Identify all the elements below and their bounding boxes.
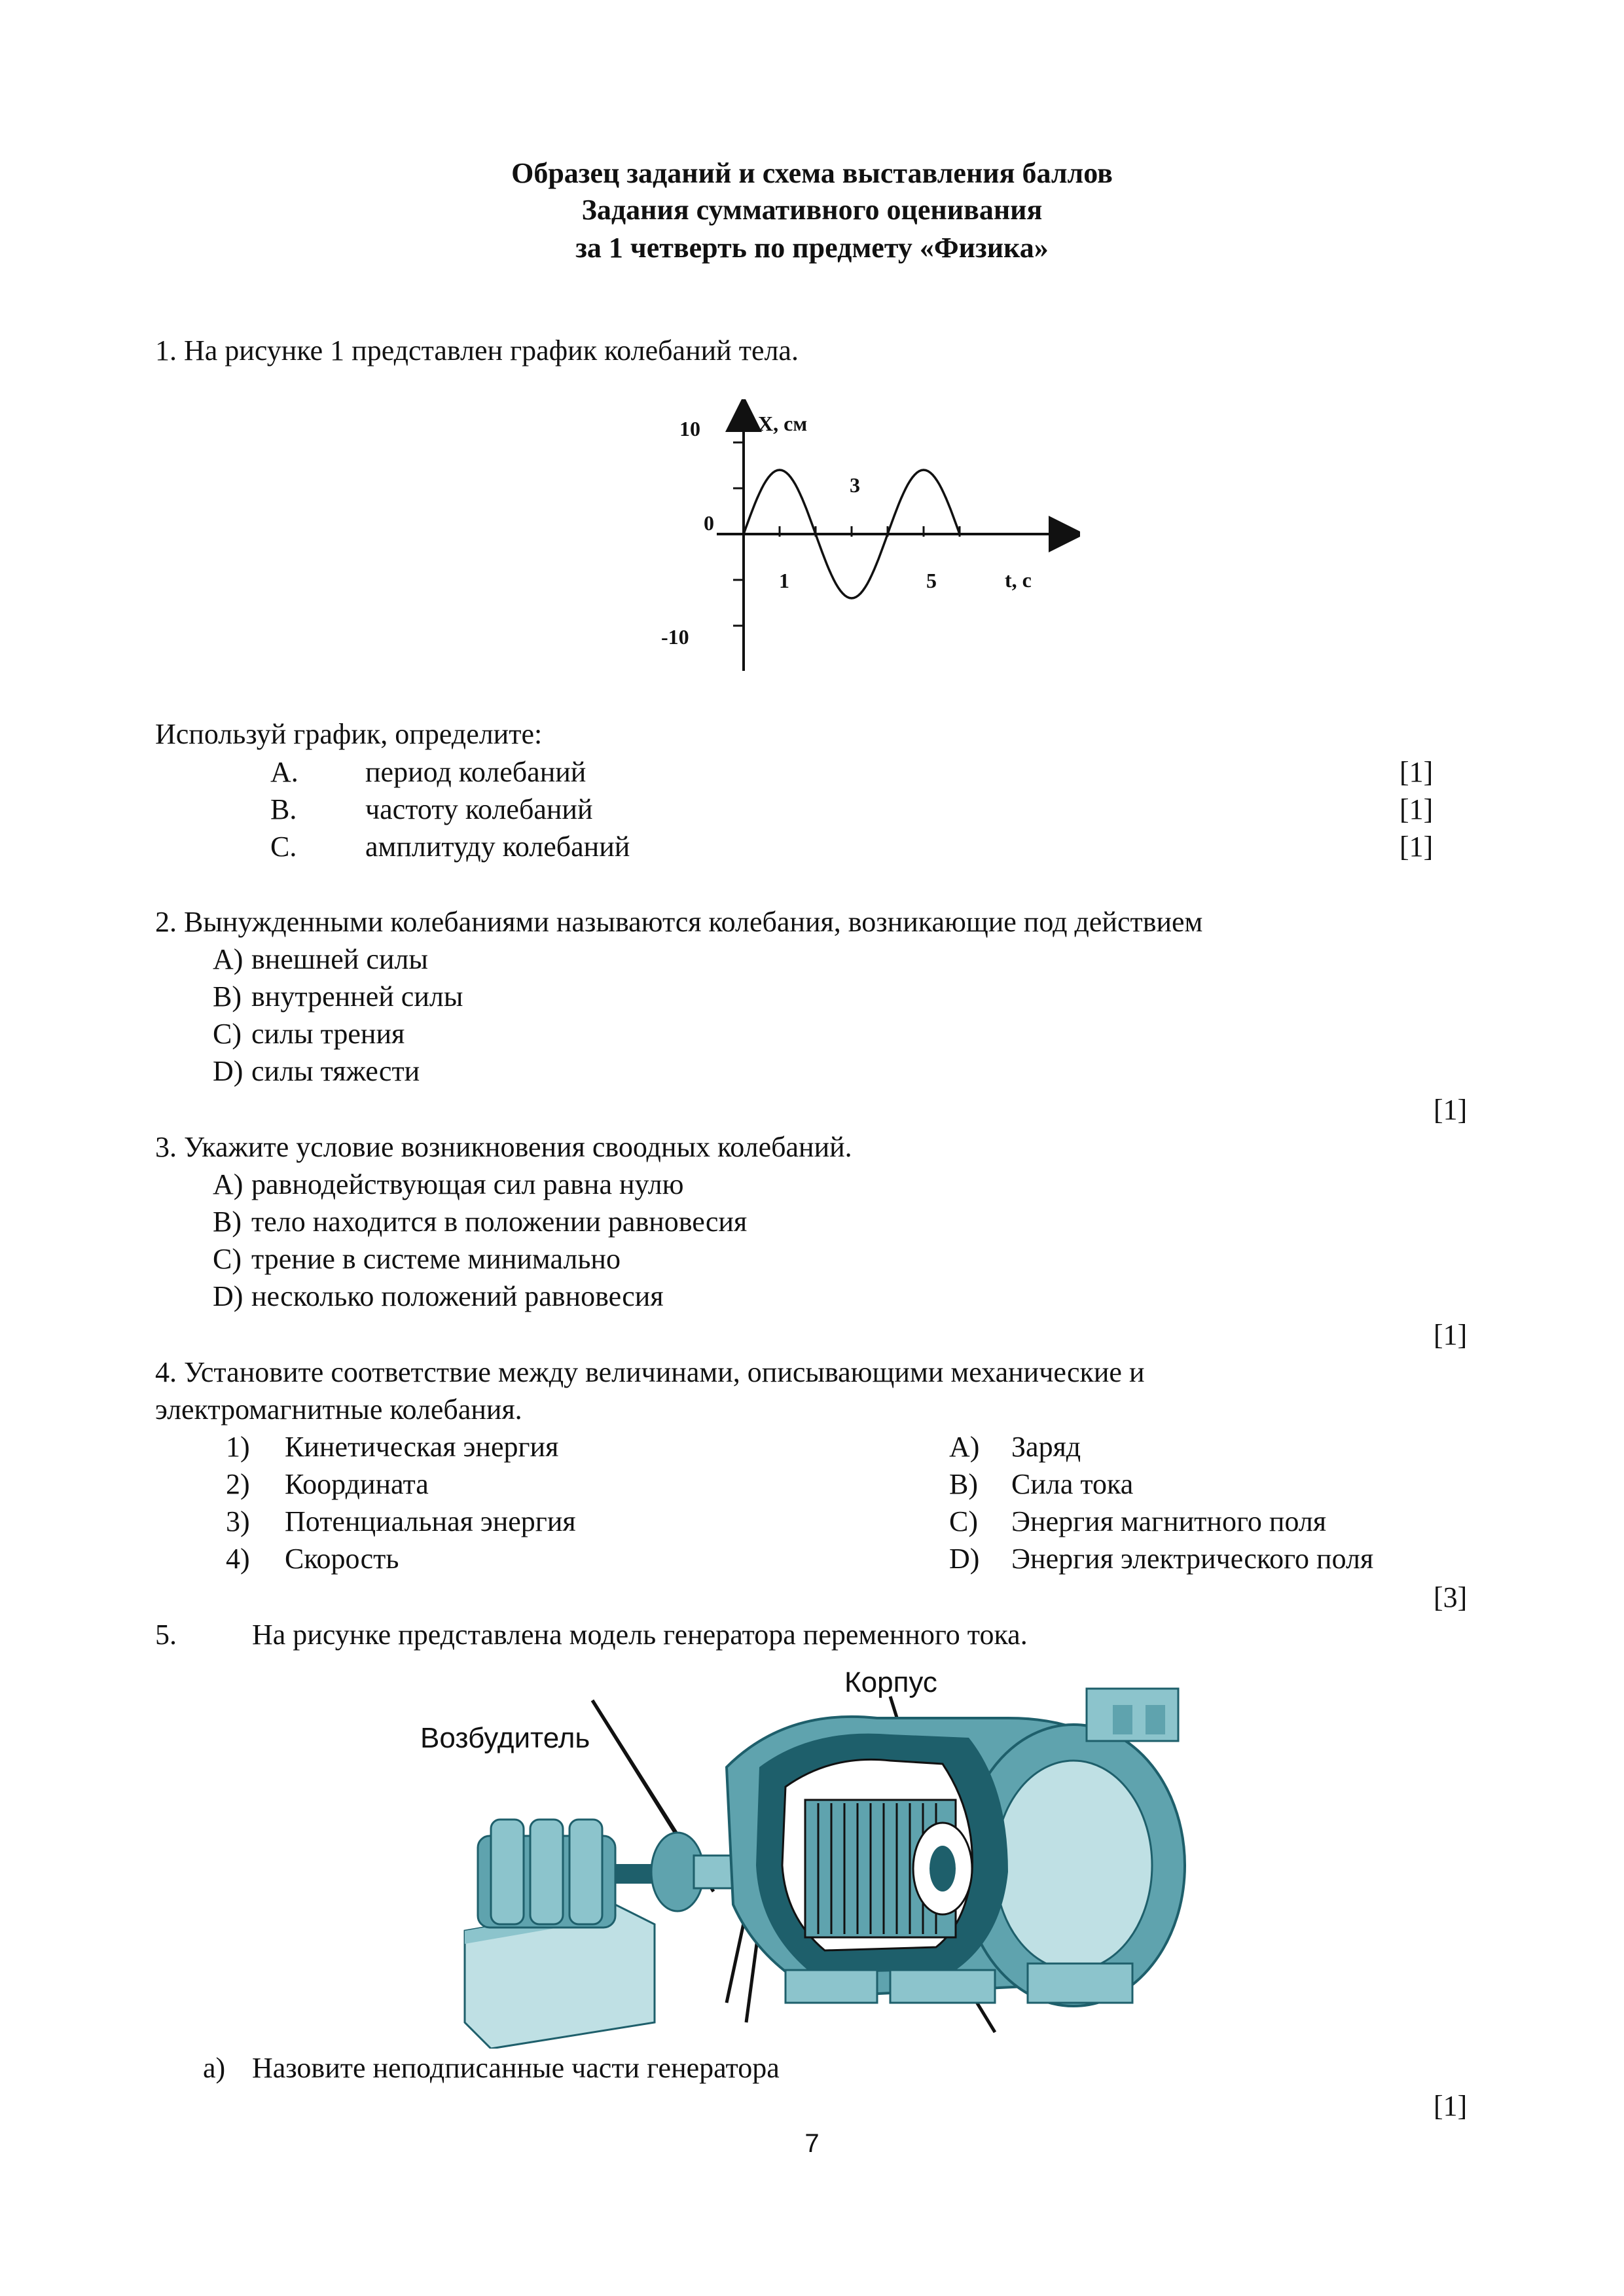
- q2-option-b-letter: B): [213, 980, 242, 1013]
- q2-option-c-text: силы трения: [251, 1018, 405, 1050]
- q3-option-a-text: равнодействующая сил равна нулю: [251, 1168, 684, 1200]
- q3-option-b-text: тело находится в положении равновесия: [251, 1206, 748, 1238]
- q5a-letter: а): [203, 2052, 226, 2084]
- q4-text-line-1: 4. Установите соответствие между величинами, описывающими механические и: [155, 1356, 1145, 1388]
- q4-left-2-text: Координата: [285, 1468, 429, 1500]
- q4-left-4-num: 4): [226, 1543, 250, 1575]
- q2-text: 2. Вынужденными колебаниями называются колебания, возникающие под действием: [155, 906, 1203, 938]
- generator-illustration: [419, 1656, 1283, 2049]
- q3-option-d-text: несколько положений равновесия: [251, 1280, 664, 1312]
- q2-option-a-letter: A): [213, 943, 244, 975]
- generator-body: [727, 1689, 1185, 2006]
- x-tick-label-5: 5: [926, 569, 937, 592]
- q2-mark: [1]: [1434, 1094, 1468, 1126]
- y-tick-label-10: 10: [679, 417, 700, 440]
- header-line-1: Образец заданий и схема выставления баллов: [511, 157, 1113, 189]
- q4-right-b-letter: B): [949, 1468, 978, 1500]
- q4-left-4-text: Скорость: [285, 1543, 399, 1575]
- q1-text: 1. На рисунке 1 представлен график колебаний тела.: [155, 334, 799, 367]
- q4-right-a-letter: A): [949, 1431, 980, 1463]
- q2-option-a-text: внешней силы: [251, 943, 428, 975]
- x-axis-label: t, с: [1005, 568, 1032, 592]
- q4-right-c-text: Энергия магнитного поля: [1011, 1505, 1327, 1537]
- page-number: 7: [804, 2129, 820, 2158]
- q1-item-b-text: частоту колебаний: [365, 793, 593, 825]
- q3-option-d-letter: D): [213, 1280, 244, 1312]
- q4-right-b-text: Сила тока: [1011, 1468, 1134, 1500]
- q2-option-b-text: внутренней силы: [251, 980, 463, 1013]
- label-exciter: Возбудитель: [420, 1722, 590, 1754]
- q2-option-d-text: силы тяжести: [251, 1055, 420, 1087]
- q3-mark: [1]: [1434, 1319, 1468, 1351]
- q1-item-a-letter: A.: [270, 756, 298, 788]
- q5-number: 5.: [155, 1619, 177, 1651]
- q5a-text: Назовите неподписанные части генератора: [252, 2052, 780, 2084]
- q3-option-c-letter: C): [213, 1243, 242, 1275]
- q1-item-a-mark: [1]: [1399, 756, 1434, 788]
- q4-left-1-num: 1): [226, 1431, 250, 1463]
- q4-mark: [3]: [1434, 1581, 1468, 1613]
- q4-text-line-2: электромагнитные колебания.: [155, 1393, 522, 1426]
- q4-right-d-text: Энергия электрического поля: [1011, 1543, 1374, 1575]
- q1-item-c-text: амплитуду колебаний: [365, 831, 630, 863]
- q1-item-c-mark: [1]: [1399, 831, 1434, 863]
- q2-option-d-letter: D): [213, 1055, 244, 1087]
- q1-prompt: Используй график, определите:: [155, 718, 543, 750]
- y-tick-label-minus10: -10: [661, 625, 689, 649]
- q4-left-3-num: 3): [226, 1505, 250, 1537]
- y-tick-label-0: 0: [704, 511, 714, 535]
- x-tick-label-3: 3: [850, 473, 860, 497]
- q4-right-d-letter: D): [949, 1543, 980, 1575]
- q3-option-c-text: трение в системе минимально: [251, 1243, 621, 1275]
- q1-item-b-mark: [1]: [1399, 793, 1434, 825]
- q3-option-b-letter: B): [213, 1206, 242, 1238]
- q1-item-c-letter: C.: [270, 831, 297, 863]
- q1-item-a-text: период колебаний: [365, 756, 586, 788]
- q4-left-3-text: Потенциальная энергия: [285, 1505, 576, 1537]
- q3-option-a-letter: A): [213, 1168, 244, 1200]
- label-body: Корпус: [844, 1666, 937, 1698]
- q4-left-1-text: Кинетическая энергия: [285, 1431, 559, 1463]
- q5-text: На рисунке представлена модель генератора переменного тока.: [252, 1619, 1028, 1651]
- header-line-3: за 1 четверть по предмету «Физика»: [575, 232, 1049, 264]
- header-line-2: Задания суммативного оценивания: [581, 194, 1043, 226]
- q2-option-c-letter: C): [213, 1018, 242, 1050]
- q4-right-a-text: Заряд: [1011, 1431, 1081, 1463]
- q3-text: 3. Укажите условие возникновения своодных колебаний.: [155, 1131, 852, 1163]
- q1-item-b-letter: B.: [270, 793, 297, 825]
- q4-left-2-num: 2): [226, 1468, 250, 1500]
- q4-right-c-letter: C): [949, 1505, 978, 1537]
- y-axis-label: X, см: [758, 412, 808, 435]
- x-tick-label-1: 1: [779, 569, 789, 592]
- oscillation-chart: [648, 399, 1080, 681]
- q5a-mark: [1]: [1434, 2090, 1468, 2122]
